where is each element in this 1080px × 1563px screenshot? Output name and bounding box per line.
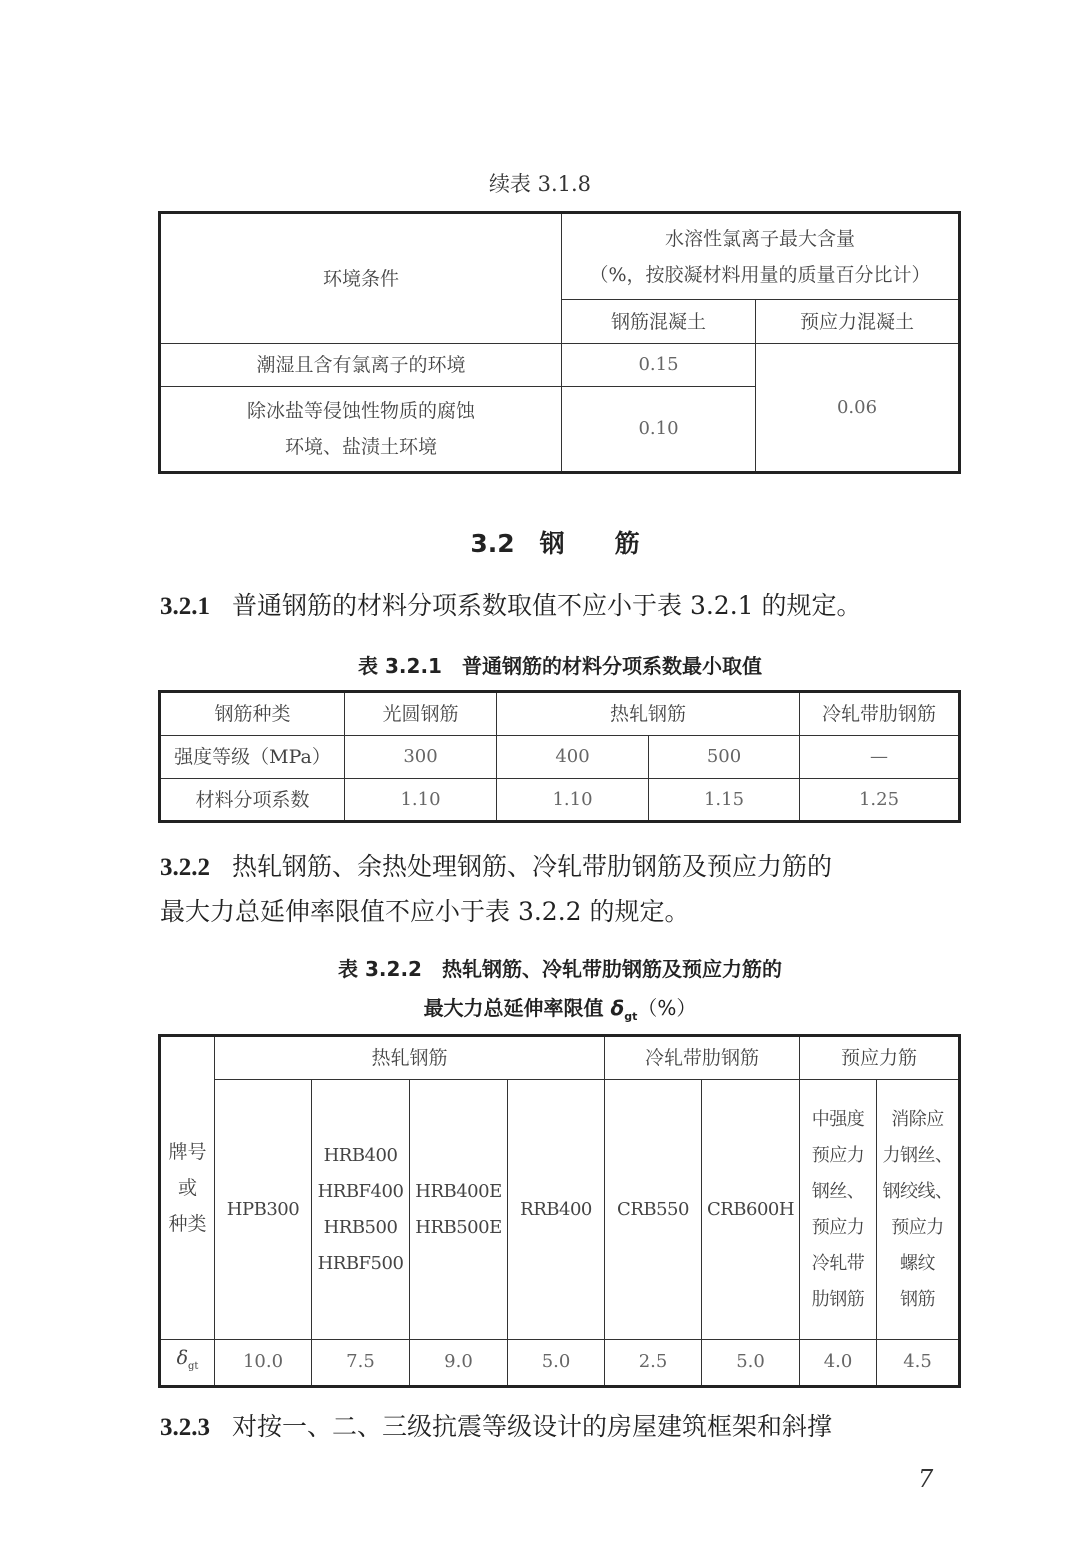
group-hot-rolled: 热轧钢筋 — [215, 1036, 605, 1080]
clause-number: 3.2.1 — [160, 593, 210, 620]
table-321 — [158, 690, 961, 823]
pc-value: 0.06 — [756, 344, 960, 473]
type-cell — [215, 1080, 312, 1340]
row-header-line: 或 — [177, 1177, 197, 1199]
clause-322 — [160, 845, 960, 934]
type-cell — [508, 1080, 605, 1340]
type-line: HRBF400 — [317, 1180, 404, 1202]
type-line: 钢绞线、 — [882, 1180, 953, 1202]
types-row — [160, 1080, 960, 1340]
header-cold-rolled: 冷轧带肋钢筋 — [800, 692, 960, 736]
type-line: HPB300 — [226, 1198, 300, 1220]
row-grade — [160, 736, 960, 779]
header-chloride — [562, 213, 960, 300]
type-line: 预应力 — [811, 1216, 865, 1238]
type-line: 中强度 — [811, 1108, 865, 1130]
type-line: 预应力 — [891, 1216, 944, 1238]
type-cell — [877, 1080, 960, 1340]
value-cell: 10.0 — [215, 1340, 312, 1387]
type-line: HRB400E — [415, 1180, 502, 1202]
delta-sub: gt — [188, 1360, 199, 1372]
row-header-line: 种类 — [168, 1213, 207, 1235]
clause-line2: 最大力总延伸率限值不应小于表 3.2.2 的规定。 — [160, 897, 690, 926]
type-line: 力钢丝、 — [882, 1144, 953, 1166]
clause-text: 热轧钢筋、余热处理钢筋、冷轧带肋钢筋及预应力筋的 — [232, 852, 833, 881]
type-line: HRBF500 — [317, 1252, 404, 1274]
clause-line1 — [160, 845, 960, 890]
type-line: 钢筋 — [900, 1288, 936, 1310]
table-322 — [158, 1034, 961, 1388]
table-322-caption-line2 — [0, 992, 1080, 1023]
table-322-caption-line1: 表 3.2.2 热轧钢筋、冷轧带肋钢筋及预应力筋的 — [338, 957, 782, 981]
table-318-caption: 续表 3.1.8 — [488, 172, 592, 196]
header-hot-rolled: 热轧钢筋 — [497, 692, 800, 736]
value-cell: 4.0 — [800, 1340, 877, 1387]
row-header-line: 牌号 — [168, 1141, 207, 1163]
type-line: 螺纹 — [900, 1252, 936, 1274]
type-line: HRB500E — [415, 1216, 502, 1238]
value-cell: 9.0 — [410, 1340, 508, 1387]
type-line: CRB600H — [706, 1198, 795, 1220]
caption-sub: gt — [624, 1010, 638, 1023]
cell: 300 — [345, 736, 497, 779]
type-line: HRB500 — [323, 1216, 398, 1238]
type-line: RRB400 — [520, 1198, 592, 1220]
value-cell: 5.0 — [702, 1340, 800, 1387]
header-pc: 预应力混凝土 — [756, 300, 960, 344]
delta-symbol: δ — [176, 1347, 189, 1369]
clause-text: 对按一、二、三级抗震等级设计的房屋建筑框架和斜撑 — [232, 1412, 833, 1441]
header-rc: 钢筋混凝土 — [562, 300, 756, 344]
cell: 400 — [497, 736, 649, 779]
caption-text: 最大力总延伸率限值 — [423, 996, 604, 1020]
type-cell — [410, 1080, 508, 1340]
row-rc: 0.10 — [562, 387, 756, 473]
cell: — — [800, 736, 960, 779]
type-line: 肋钢筋 — [811, 1288, 865, 1310]
cell: 1.10 — [497, 779, 649, 822]
header-chloride-line1: 水溶性氯离子最大含量 — [664, 227, 855, 250]
clause-text: 普通钢筋的材料分项系数取值不应小于表 3.2.1 的规定。 — [232, 591, 862, 620]
value-cell: 7.5 — [312, 1340, 410, 1387]
env-line2: 环境、盐渍土环境 — [284, 436, 437, 458]
caption-symbol: δ — [610, 996, 625, 1020]
row-env: 潮湿且含有氯离子的环境 — [160, 344, 562, 387]
header-plain: 光圆钢筋 — [345, 692, 497, 736]
row-rc: 0.15 — [562, 344, 756, 387]
table-318 — [158, 211, 961, 474]
type-line: 钢丝、 — [811, 1180, 865, 1202]
caption-unit: （%） — [637, 996, 697, 1020]
row-header — [160, 1036, 215, 1340]
group-prestress: 预应力筋 — [800, 1036, 960, 1080]
table-321-caption: 表 3.2.1 普通钢筋的材料分项系数最小取值 — [358, 654, 762, 678]
row-factor — [160, 779, 960, 822]
header-env: 环境条件 — [160, 213, 562, 344]
type-cell — [605, 1080, 702, 1340]
clause-number: 3.2.2 — [160, 854, 210, 881]
clause-323 — [160, 1405, 960, 1450]
header-type: 钢筋种类 — [160, 692, 345, 736]
cell: 1.25 — [800, 779, 960, 822]
cell: 强度等级（MPa） — [160, 736, 345, 779]
type-line: 消除应 — [891, 1108, 944, 1130]
cell: 1.15 — [649, 779, 800, 822]
type-line: 冷轧带 — [811, 1252, 865, 1274]
section-title: 3.2 钢 筋 — [470, 529, 640, 558]
clause-321 — [160, 584, 960, 629]
cell: 材料分项系数 — [160, 779, 345, 822]
group-cold-rolled: 冷轧带肋钢筋 — [605, 1036, 800, 1080]
value-cell: 2.5 — [605, 1340, 702, 1387]
row-env — [160, 387, 562, 473]
cell: 500 — [649, 736, 800, 779]
type-line: 预应力 — [811, 1144, 865, 1166]
type-line: CRB550 — [617, 1198, 689, 1220]
delta-label — [160, 1340, 215, 1387]
value-cell: 4.5 — [877, 1340, 960, 1387]
type-line: HRB400 — [323, 1144, 398, 1166]
env-line1: 除冰盐等侵蚀性物质的腐蚀 — [246, 400, 475, 422]
values-row — [160, 1340, 960, 1387]
clause-number: 3.2.3 — [160, 1414, 210, 1441]
value-cell: 5.0 — [508, 1340, 605, 1387]
type-cell — [702, 1080, 800, 1340]
cell: 1.10 — [345, 779, 497, 822]
page-number: 7 — [918, 1465, 934, 1493]
header-chloride-line2: （%，按胶凝材料用量的质量百分比计） — [589, 263, 931, 286]
type-cell — [312, 1080, 410, 1340]
type-cell — [800, 1080, 877, 1340]
